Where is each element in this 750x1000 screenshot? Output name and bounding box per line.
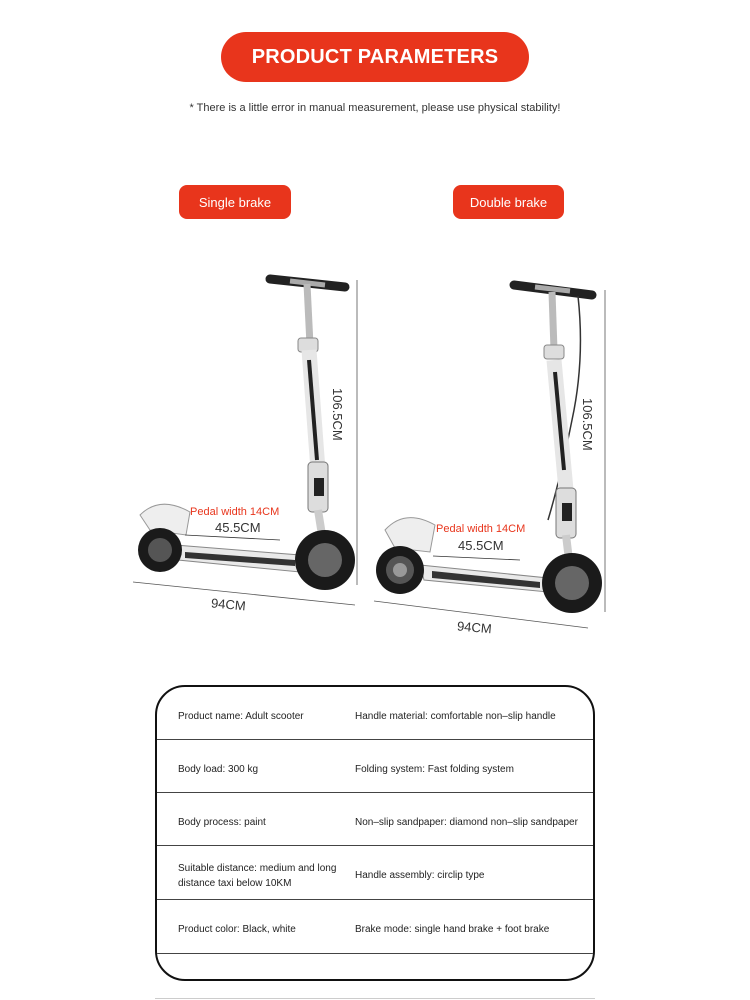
row-divider — [157, 792, 593, 793]
table-row — [157, 849, 593, 902]
measurement-note: * There is a little error in manual measurement, please use physical stability! — [189, 102, 561, 114]
double-height-dimension: 106.5CM — [580, 398, 595, 451]
spec-cell: Handle assembly: circlip type — [355, 870, 485, 881]
spec-cell: Product name: Adult scooter — [178, 711, 304, 722]
double-length-dimension: 94CM — [456, 618, 493, 637]
table-row — [157, 743, 593, 796]
row-divider — [157, 899, 593, 900]
double-brake-label: Double brake — [453, 185, 564, 219]
row-divider — [157, 845, 593, 846]
single-height-dimension: 106.5CM — [330, 388, 345, 441]
spec-cell: Brake mode: single hand brake + foot brake — [355, 924, 550, 935]
spec-cell: Suitable distance: medium and long distance taxi below 10KM — [178, 862, 337, 889]
spec-cell: Body process: paint — [178, 817, 266, 828]
spec-cell: Folding system: Fast folding system — [355, 764, 514, 775]
single-length-dimension: 94CM — [210, 595, 247, 614]
double-deck-length: 45.5CM — [458, 538, 504, 553]
double-brake-scooter-image — [376, 285, 602, 613]
table-row — [157, 903, 593, 956]
spec-cell: Non–slip sandpaper: diamond non–slip sandpaper — [355, 817, 578, 828]
table-row — [157, 690, 593, 743]
row-divider — [157, 739, 593, 740]
bottom-divider — [155, 998, 595, 999]
row-divider — [157, 953, 593, 954]
spec-cell: Body load: 300 kg — [178, 764, 259, 775]
single-pedal-width: Pedal width 14CM — [190, 506, 280, 518]
spec-cell: Handle material: comfortable non–slip handle — [355, 711, 556, 722]
single-brake-scooter-image — [138, 279, 355, 590]
single-brake-label: Single brake — [179, 185, 291, 219]
single-deck-length: 45.5CM — [215, 520, 261, 535]
spec-table — [155, 685, 595, 981]
spec-cell: Product color: Black, white — [178, 924, 296, 935]
page-title: PRODUCT PARAMETERS — [221, 32, 529, 82]
table-row — [157, 796, 593, 849]
double-pedal-width: Pedal width 14CM — [436, 523, 526, 535]
